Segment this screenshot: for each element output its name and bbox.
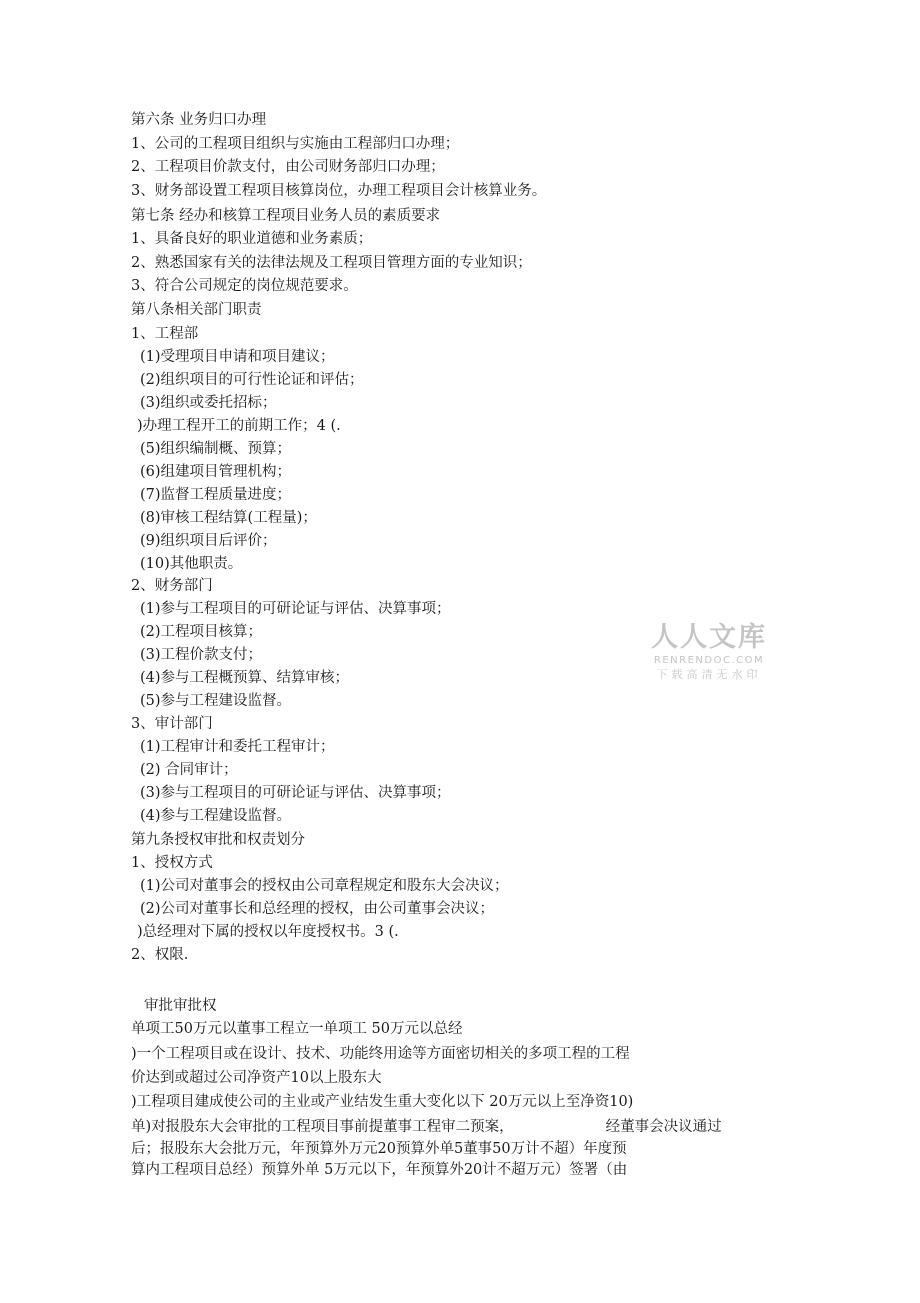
text-line: [131, 1117, 722, 1137]
article-8-heading: 第八条相关部门职责: [131, 302, 262, 318]
list-item: (1)工程审计和委托工程审计；: [140, 739, 335, 755]
list-item: (1)公司对董事会的授权由公司章程规定和股东大会决议；: [140, 878, 509, 894]
list-item: (1)参与工程项目的可研论证与评估、决算事项；: [140, 601, 451, 617]
list-item: (7)监督工程质量进度；: [140, 487, 292, 503]
article-6-heading: 第六条 业务归口办理: [131, 112, 267, 128]
text-line: 1、工程部: [131, 326, 199, 342]
list-item: )办理工程开工的前期工作；4 (.: [137, 418, 341, 434]
text-line: 3、财务部设置工程项目核算岗位，办理工程项目会计核算业务。: [131, 183, 547, 199]
watermark-title: 人人文库: [651, 622, 767, 653]
list-item: (3)参与工程项目的可研论证与评估、决算事项；: [140, 785, 451, 801]
text-line: 1、具备良好的职业道德和业务素质；: [131, 231, 373, 247]
list-item: (8)审核工程结算(工程量)；: [140, 510, 317, 526]
list-item: (3)工程价款支付；: [140, 647, 263, 663]
watermark-slogan: 下载高清无水印: [656, 668, 762, 681]
text-line: 后；报股东大会批万元，年预算外万元20预算外单5董事50万计不超）年度预: [131, 1141, 627, 1157]
list-item: (3)组织或委托招标；: [140, 395, 277, 411]
text-line: 算内工程项目总经）预算外单 5万元以下，年预算外20计不超万元）签署（由: [131, 1162, 628, 1178]
list-item: (4)参与工程建设监督。: [140, 808, 292, 824]
text-line: 3、符合公司规定的岗位规范要求。: [131, 278, 358, 294]
text-segment: 经董事会决议通过: [605, 1119, 722, 1135]
text-line: )一个工程项目或在设计、技术、功能终用途等方面密切相关的多项工程的工程: [131, 1046, 630, 1062]
text-line: 单项工50万元以董事工程立一单项工 50万元以总经: [131, 1021, 463, 1037]
text-line: )工程项目建成使公司的主业或产业结发生重大变化以下 20万元以上至净资10): [131, 1094, 634, 1110]
text-line: 价达到或超过公司净资产10以上股东大: [131, 1070, 382, 1086]
watermark-domain: RENRENDOC.COM: [653, 655, 765, 666]
list-item: (9)组织项目后评价；: [140, 533, 277, 549]
list-item: (6)组建项目管理机构；: [140, 464, 292, 480]
list-item: (2)公司对董事长和总经理的授权，由公司董事会决议；: [140, 901, 495, 917]
list-item: (5)组织编制概、预算；: [140, 441, 292, 457]
list-item: (2)组织项目的可行性论证和评估；: [140, 372, 364, 388]
list-item: (10)其他职责。: [140, 556, 243, 572]
watermark-logo: [646, 622, 772, 682]
text-line: 1、公司的工程项目组织与实施由工程部归口办理；: [131, 136, 460, 152]
list-item: )总经理对下属的授权以年度授权书。3 (.: [137, 924, 399, 940]
list-item: (2)工程项目核算；: [140, 624, 263, 640]
text-line: 2、财务部门: [131, 578, 213, 594]
article-9-heading: 第九条授权审批和权责划分: [131, 832, 305, 848]
text-line: 3、审计部门: [131, 716, 213, 732]
text-line: 2、工程项目价款支付，由公司财务部归口办理；: [131, 159, 445, 175]
list-item: (1)受理项目申请和项目建议；: [140, 349, 335, 365]
list-item: (2) 合同审计；: [140, 762, 238, 778]
text-line: 2、权限.: [131, 947, 189, 963]
text-line: 2、熟悉国家有关的法律法规及工程项目管理方面的专业知识；: [131, 255, 532, 271]
text-segment: 单)对报股东大会审批的工程项目事前提董事工程审二预案，: [131, 1119, 514, 1135]
table-heading: 审批审批权: [144, 998, 217, 1014]
article-7-heading: 第七条 经办和核算工程项目业务人员的素质要求: [131, 208, 441, 224]
text-line: 1、授权方式: [131, 855, 213, 871]
list-item: (5)参与工程建设监督。: [140, 693, 292, 709]
list-item: (4)参与工程概预算、结算审核；: [140, 670, 350, 686]
